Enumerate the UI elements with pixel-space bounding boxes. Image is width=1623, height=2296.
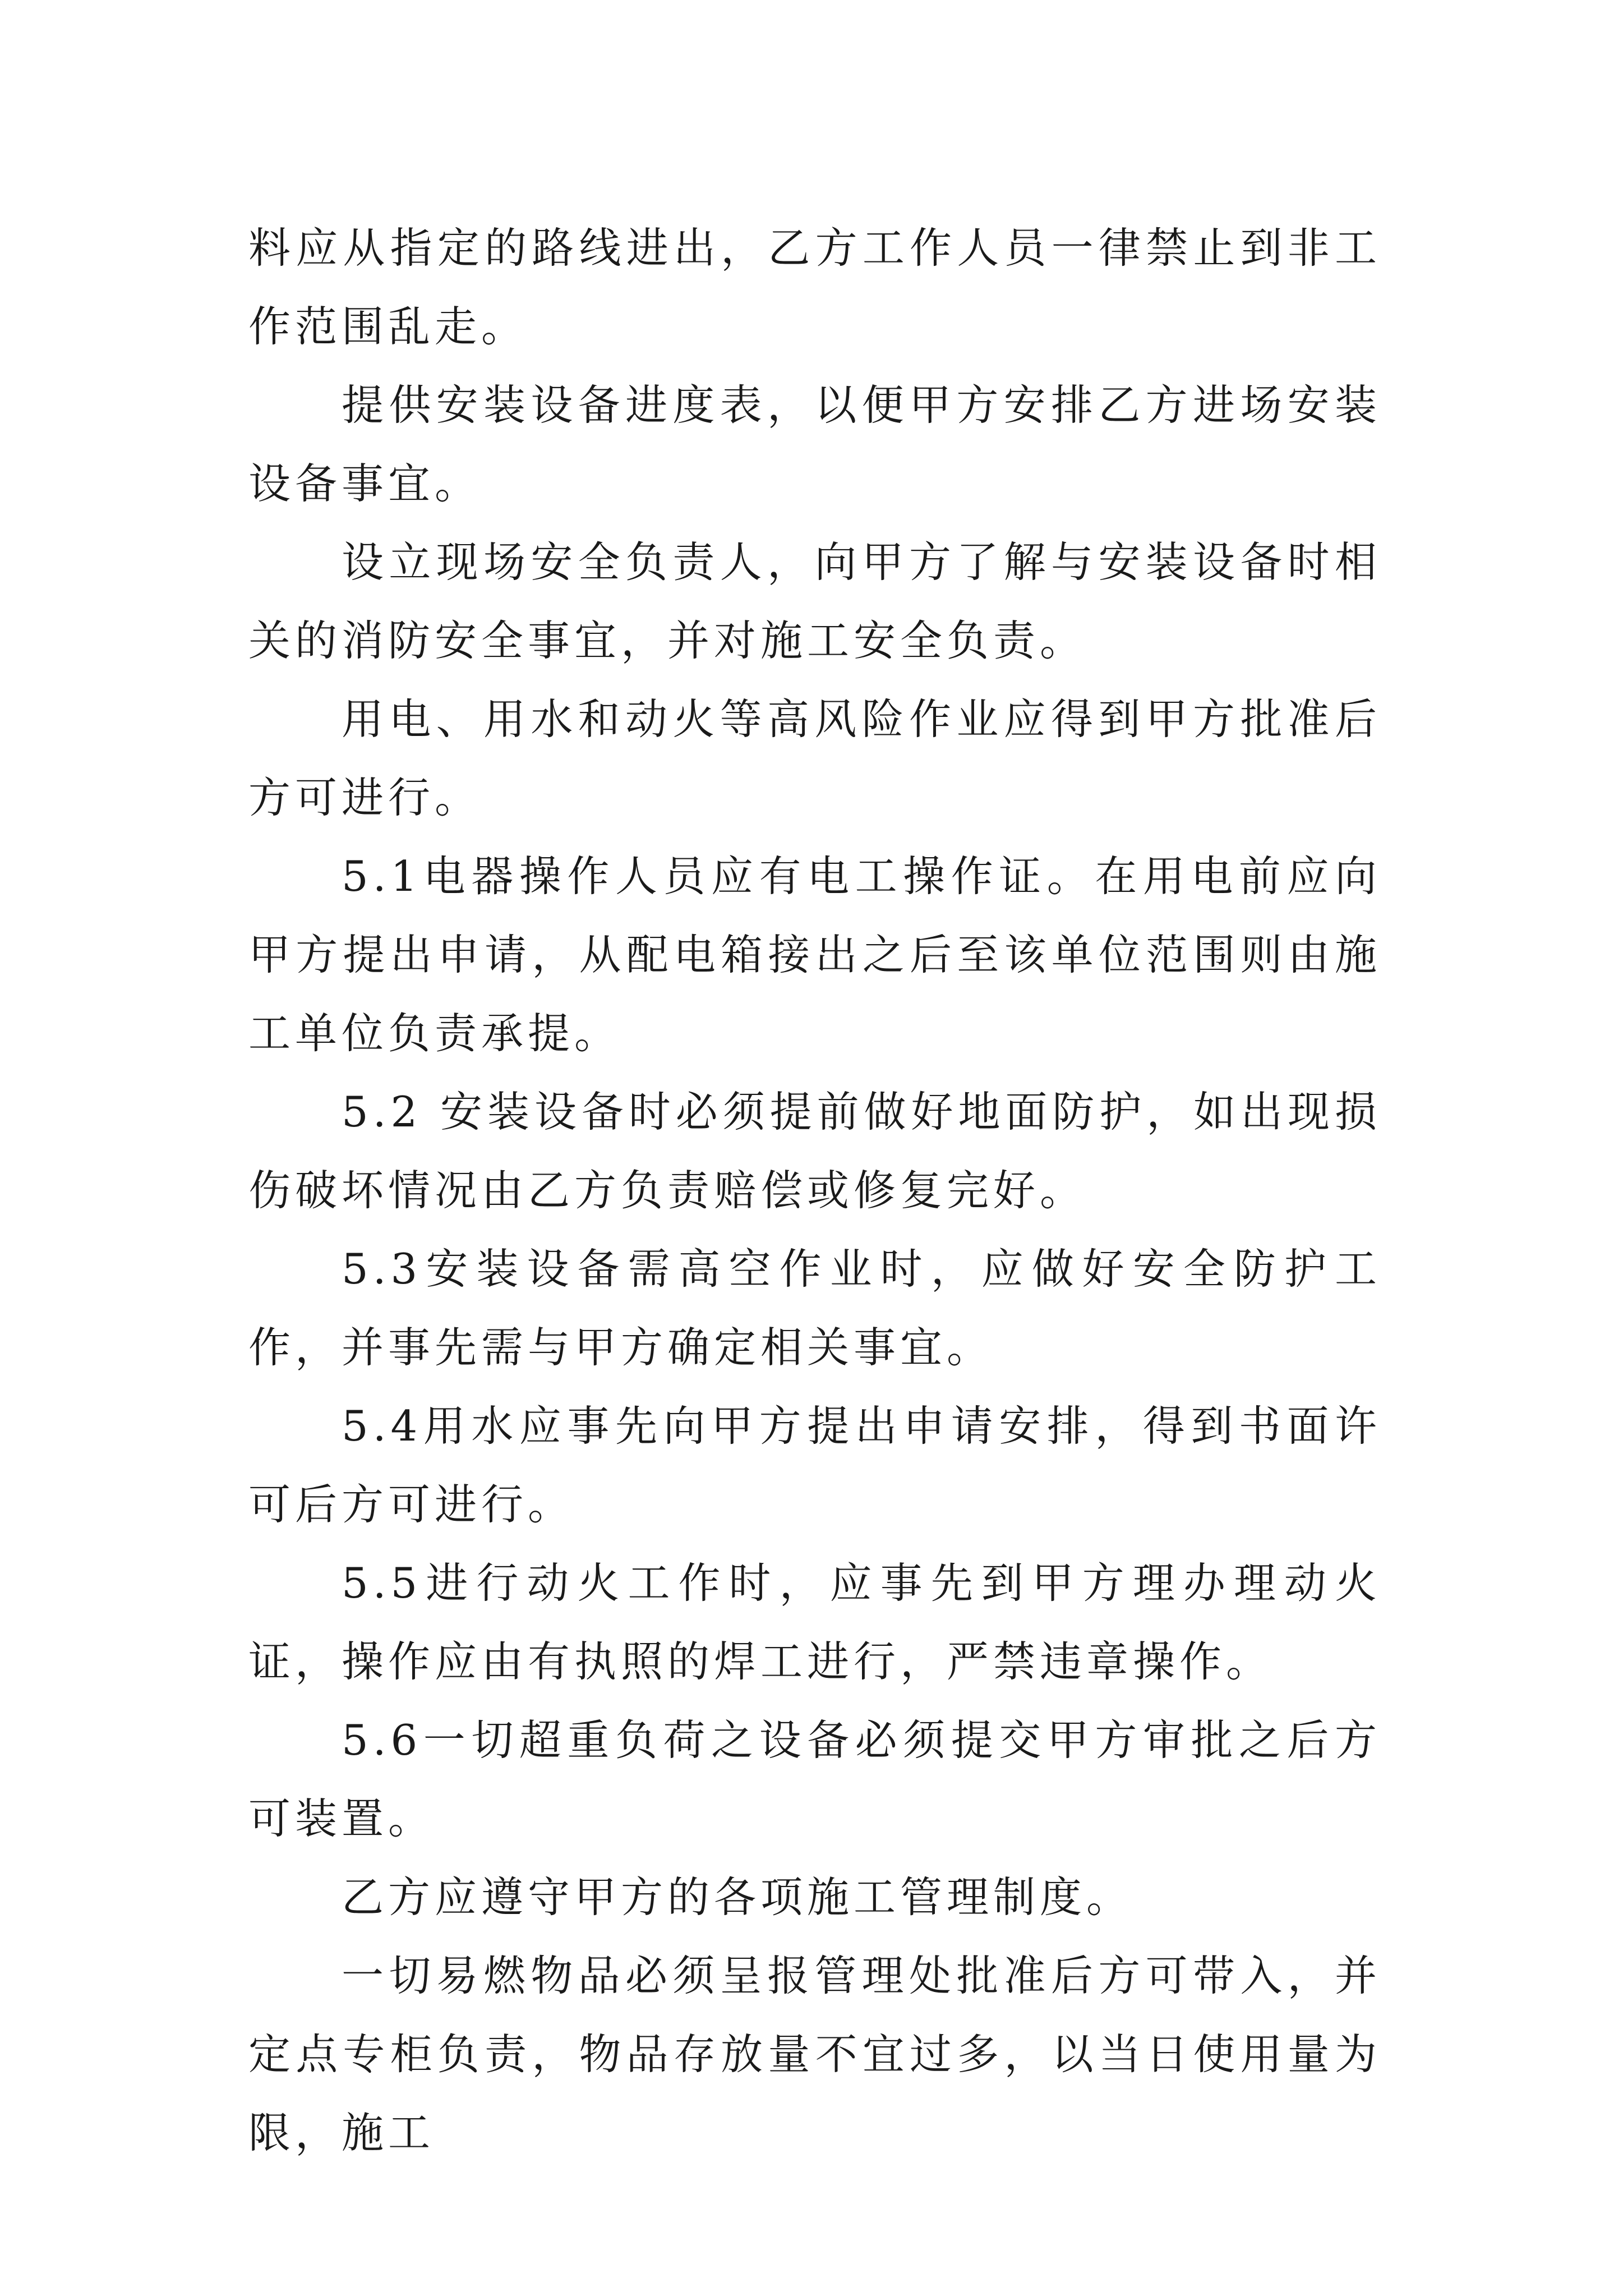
paragraph-continuation: 料应从指定的路线进出，乙方工作人员一律禁止到非工作范围乱走。 [248,223,1381,351]
paragraph-high-risk-work: 用电、用水和动火等高风险作业应得到甲方批准后方可进行。 [248,694,1381,822]
paragraph-5-3: 5.3安装设备需高空作业时，应做好安全防护工作，并事先需与甲方确定相关事宜。 [248,1244,1381,1372]
paragraph-5-1: 5.1电器操作人员应有电工操作证。在用电前应向甲方提出申请，从配电箱接出之后至该单位范围则由施工单位负责承提。 [248,852,1381,1058]
paragraph-5-2: 5.2 安装设备时必须提前做好地面防护，如出现损伤破坏情况由乙方负责赔偿或修复完好。 [248,1087,1381,1215]
paragraph-management-rules: 乙方应遵守甲方的各项施工管理制度。 [342,1872,1133,1922]
paragraph-flammables: 一切易燃物品必须呈报管理处批准后方可带入，并定点专柜负责，物品存放量不宜过多，以当日使用量为限，施工 [248,1951,1381,2157]
document-body [248,209,1381,2172]
paragraph-progress-schedule: 提供安装设备进度表，以便甲方安排乙方进场安装设备事宜。 [248,380,1381,508]
paragraph-5-4: 5.4用水应事先向甲方提出申请安排，得到书面许可后方可进行。 [248,1401,1381,1529]
paragraph-5-6: 5.6一切超重负荷之设备必须提交甲方审批之后方可装置。 [248,1715,1381,1843]
paragraph-safety-officer: 设立现场安全负责人，向甲方了解与安装设备时相关的消防安全事宜，并对施工安全负责。 [248,537,1381,665]
paragraph-5-5: 5.5进行动火工作时，应事先到甲方理办理动火证，操作应由有执照的焊工进行，严禁违章操作。 [248,1558,1381,1686]
